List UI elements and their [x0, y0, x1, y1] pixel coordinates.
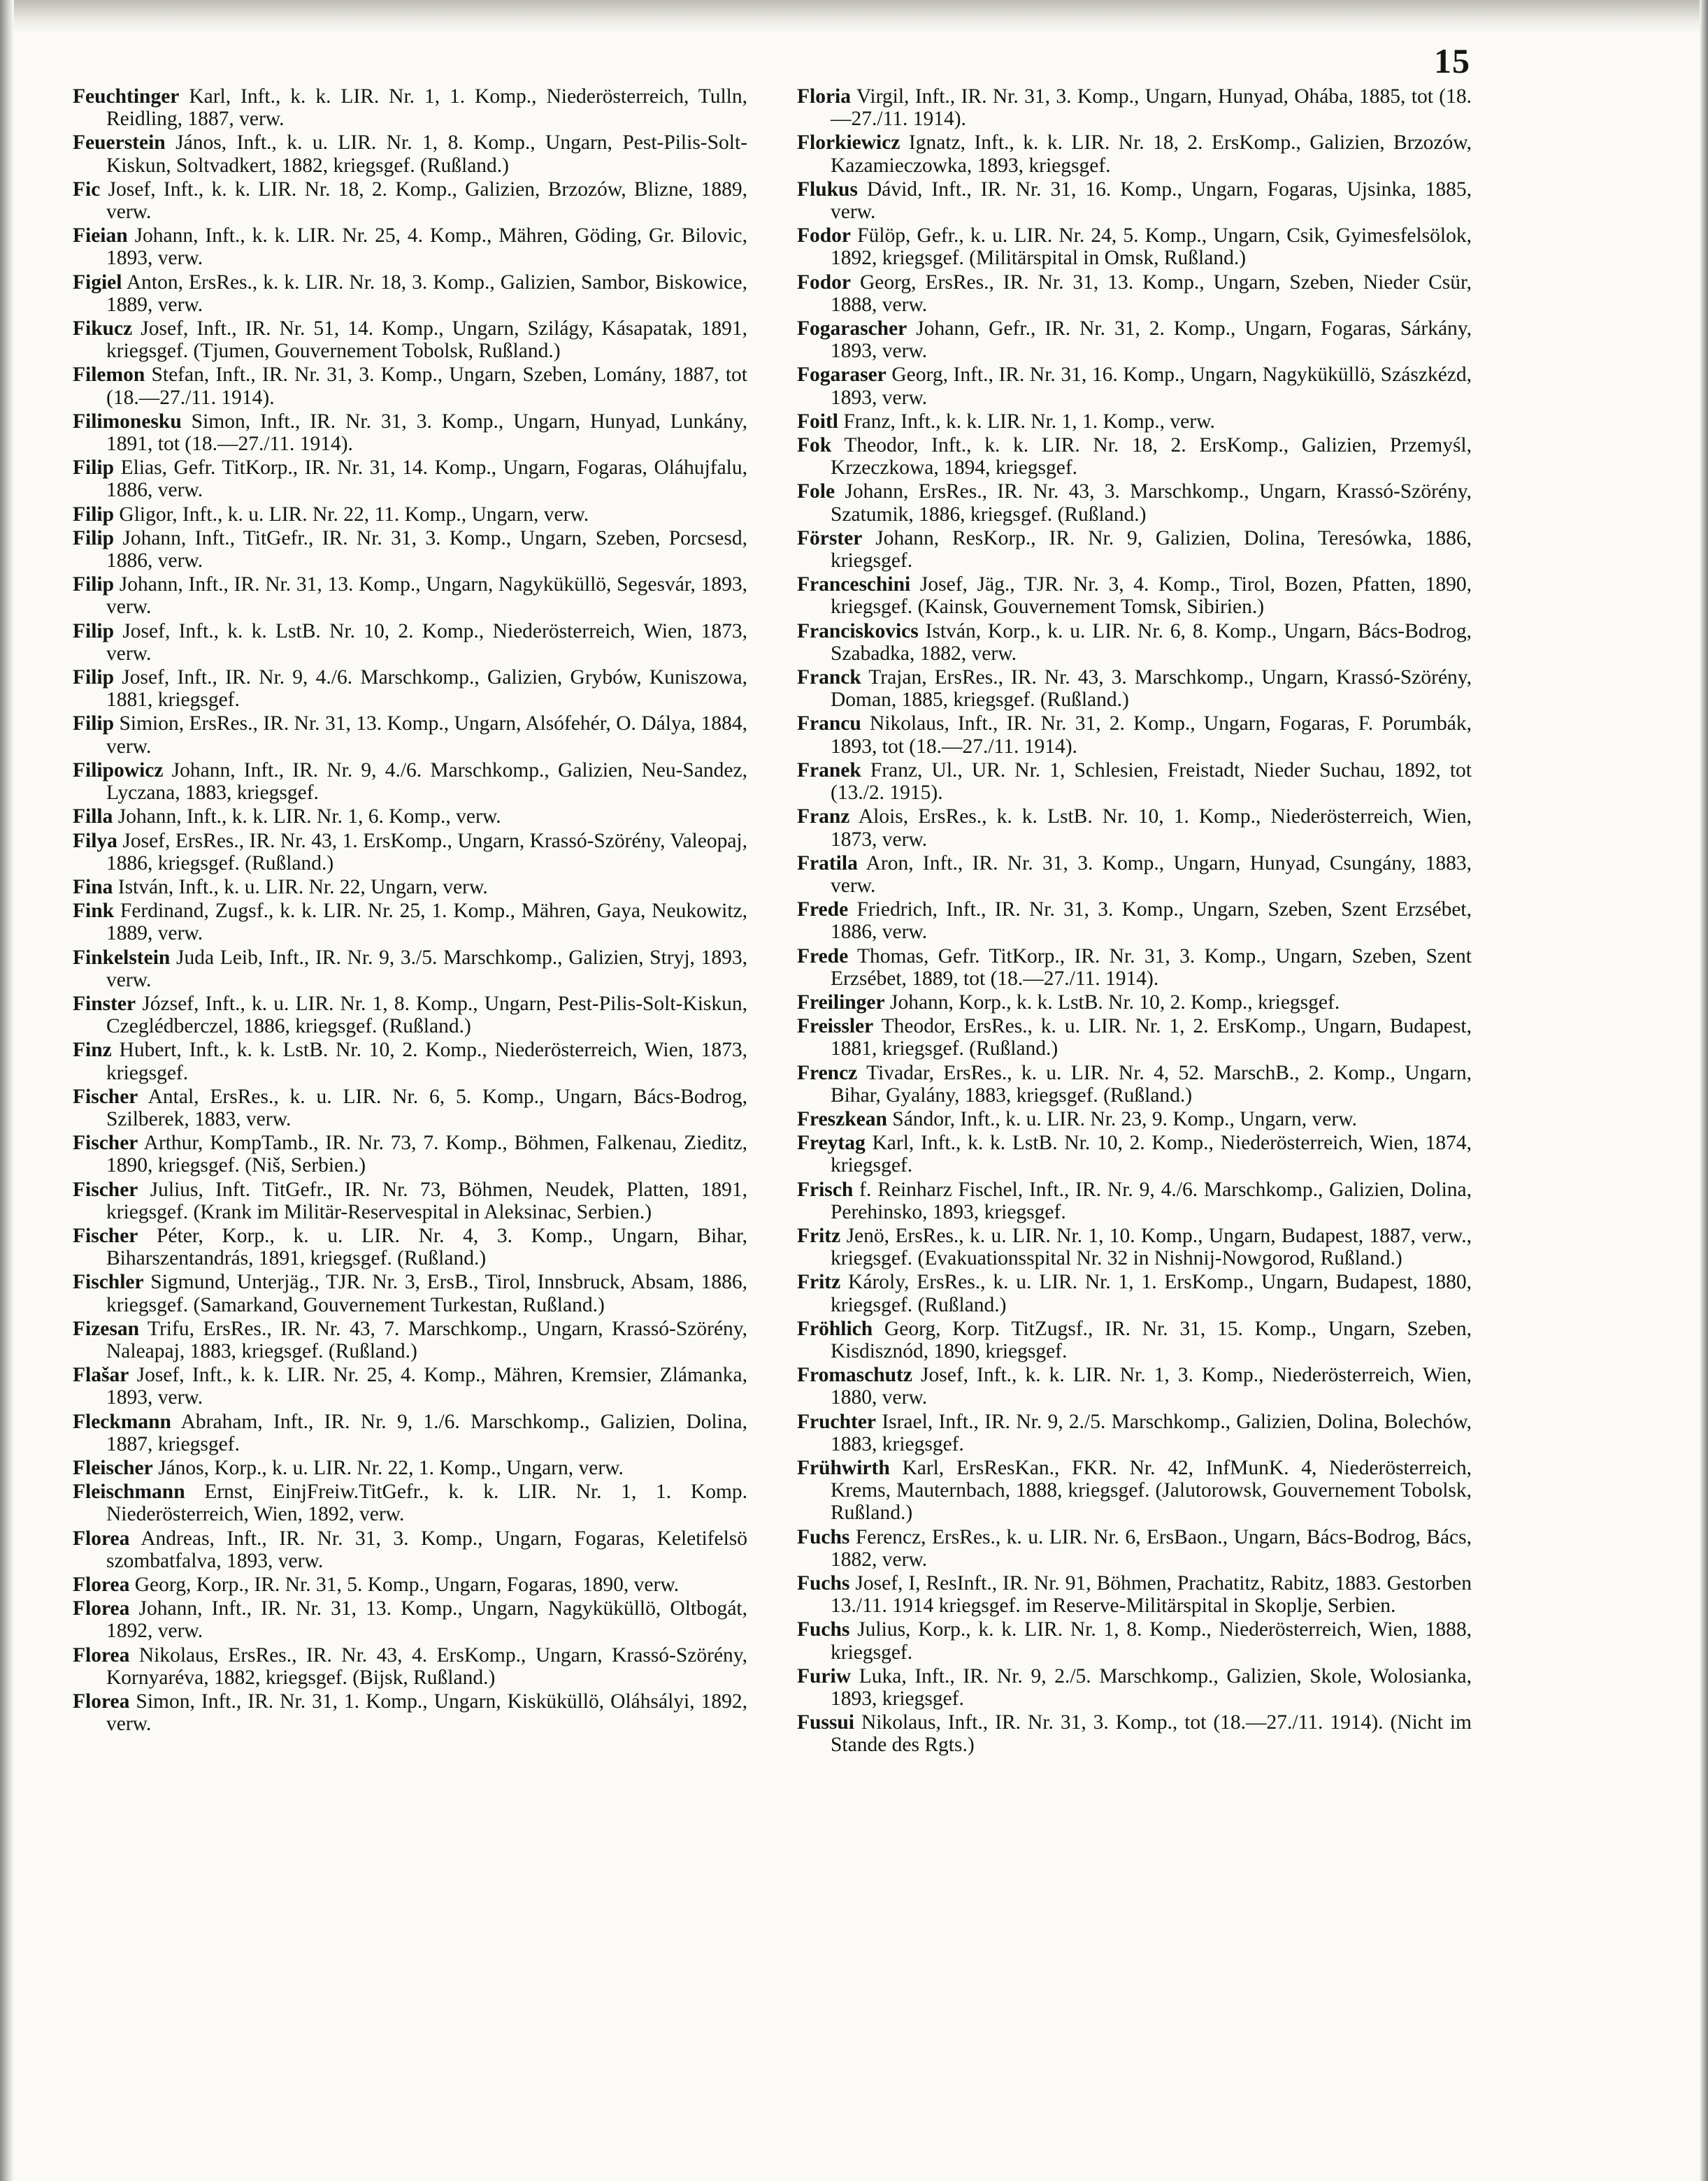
entry-surname: Francu [797, 712, 861, 735]
entry-surname: Fikucz [73, 317, 133, 340]
register-entry [73, 178, 747, 223]
entry-details: Simon, Inft., IR. Nr. 31, 3. Komp., Ungarn, Hunyad, Lunkány, 1891, tot (18.—27./11. 1914). [106, 410, 747, 456]
entry-details: József, Inft., k. u. LIR. Nr. 1, 8. Komp., Ungarn, Pest-Pilis-Solt-Kiskun, Czeglédberczel, 1886, kriegsgef. (Rußland.) [106, 992, 747, 1038]
register-entry [73, 993, 747, 1037]
entry-surname: Filip [73, 456, 115, 480]
entry-surname: Filipowicz [73, 758, 164, 782]
entry-surname: Fogaraser [797, 364, 887, 387]
entry-details: Johann, Inft., IR. Nr. 31, 13. Komp., Ungarn, Nagyküküllö, Segesvár, 1893, verw. [106, 573, 747, 619]
entry-surname: Fleischmann [73, 1481, 185, 1504]
entry-details: Josef, Inft., IR. Nr. 9, 4./6. Marschkomp., Galizien, Grybów, Kuniszowa, 1881, kriegsgef. [106, 666, 748, 712]
entry-details: István, Inft., k. u. LIR. Nr. 22, Ungarn, verw. [117, 875, 488, 898]
register-entry [797, 178, 1472, 223]
entry-surname: Fina [73, 875, 113, 898]
entry-details: Theodor, ErsRes., k. u. LIR. Nr. 1, 2. ErsKomp., Ungarn, Budapest, 1881, kriegsgef. (Rußland.) [831, 1015, 1472, 1060]
entry-details: Johann, Inft., TitGefr., IR. Nr. 31, 3. Komp., Ungarn, Szeben, Porcsesd, 1886, verw. [106, 526, 747, 573]
right-column [797, 85, 1472, 1758]
register-entry [797, 759, 1472, 804]
entry-details: Ignatz, Inft., k. k. LIR. Nr. 18, 2. ErsKomp., Galizien, Brzozów, Kazamieczowka, 1893, kriegsgef. [831, 131, 1472, 177]
entry-surname: Franciskovics [797, 619, 919, 642]
register-entry [73, 1225, 747, 1269]
entry-details: István, Korp., k. u. LIR. Nr. 6, 8. Komp., Ungarn, Bács-Bodrog, Szabadka, 1882, verw. [831, 619, 1472, 665]
entry-surname: Fröhlich [797, 1317, 873, 1340]
register-entry [797, 666, 1472, 711]
register-entry [73, 527, 747, 572]
register-entry [797, 1457, 1472, 1525]
entry-surname: Figiel [73, 271, 122, 294]
entry-surname: Franck [797, 666, 861, 689]
entry-surname: Frisch [797, 1178, 854, 1201]
entry-details: Virgil, Inft., IR. Nr. 31, 3. Komp., Ungarn, Hunyad, Ohába, 1885, tot (18.—27./11. 1914). [831, 85, 1472, 131]
entry-surname: Florkiewicz [797, 131, 900, 154]
entry-surname: Förster [797, 526, 863, 549]
entry-details: Trifu, ErsRes., IR. Nr. 43, 7. Marschkomp., Ungarn, Krassó-Szörény, Naleapaj, 1883, kriegsgef. (Rußland.) [106, 1317, 748, 1362]
entry-details: Dávid, Inft., IR. Nr. 31, 16. Komp., Ungarn, Fogaras, Ujsinka, 1885, verw. [831, 178, 1472, 224]
entry-surname: Fischer [73, 1178, 138, 1201]
entry-details: Johann, ErsRes., IR. Nr. 43, 3. Marschkomp., Ungarn, Krassó-Szörény, Szatumik, 1886, kriegsgef. (Rußland.) [831, 480, 1472, 526]
entry-surname: Fromaschutz [797, 1364, 912, 1387]
register-entry [797, 224, 1472, 269]
register-entry [73, 1364, 747, 1409]
entry-details: Luka, Inft., IR. Nr. 9, 2./5. Marschkomp., Galizien, Skole, Wolosianka, 1893, kriegsgef. [831, 1664, 1472, 1711]
entry-surname: Flukus [797, 178, 858, 201]
entry-surname: Filip [73, 503, 115, 526]
register-entry [73, 1690, 747, 1735]
entry-details: Nikolaus, Inft., IR. Nr. 31, 3. Komp., tot (18.—27./11. 1914). (Nicht im Stande des Rgts.) [831, 1711, 1472, 1757]
entry-surname: Fogarascher [797, 317, 907, 340]
register-entry [73, 503, 747, 526]
left-column [73, 85, 747, 1736]
register-entry [797, 85, 1472, 130]
entry-surname: Fuchs [797, 1525, 850, 1548]
entry-surname: Fink [73, 900, 115, 923]
entry-details: Thomas, Gefr. TitKorp., IR. Nr. 31, 3. Komp., Ungarn, Szeben, Szent Erzsébet, 1889, tot (18.—27./11. 1914). [831, 944, 1472, 990]
page-right-shadow [1700, 0, 1708, 2181]
entry-details: Johann, Inft., k. k. LIR. Nr. 1, 6. Komp., verw. [117, 805, 501, 828]
entry-surname: Floria [797, 85, 852, 108]
entry-details: Josef, I, ResInft., IR. Nr. 91, Böhmen, Prachatitz, Rabitz, 1883. Gestorben 13./11. 1914 kriegsgef. im Reserve-Militärspital in Skoplje, Serbien. [831, 1572, 1472, 1618]
entry-details: Israel, Inft., IR. Nr. 9, 2./5. Marschkomp., Galizien, Dolina, Bolechów, 1883, kriegsgef. [831, 1410, 1472, 1455]
entry-surname: Freytag [797, 1132, 866, 1155]
register-entry [797, 573, 1472, 618]
register-entry [73, 946, 747, 991]
register-entry [73, 573, 747, 618]
entry-details: Friedrich, Inft., IR. Nr. 31, 3. Komp., Ungarn, Szeben, Szent Erzsébet, 1886, verw. [831, 898, 1472, 944]
entry-surname: Fleischer [73, 1456, 153, 1479]
page-top-shadow [0, 0, 1708, 34]
entry-details: Johann, Gefr., IR. Nr. 31, 2. Komp., Ungarn, Fogaras, Sárkány, 1893, verw. [831, 317, 1472, 363]
entry-details: Josef, Inft., k. k. LIR. Nr. 1, 3. Komp., Niederösterreich, Wien, 1880, verw. [831, 1364, 1472, 1409]
entry-surname: Frühwirth [797, 1456, 890, 1479]
entry-details: Stefan, Inft., IR. Nr. 31, 3. Komp., Ungarn, Szeben, Lomány, 1887, tot (18.—27./11. 1914). [106, 364, 748, 409]
entry-surname: Franek [797, 758, 861, 782]
entry-details: Georg, Inft., IR. Nr. 31, 16. Komp., Ungarn, Nagyküküllö, Szászkézd, 1893, verw. [831, 364, 1472, 409]
register-entry [73, 712, 747, 757]
entry-surname: Frede [797, 898, 849, 921]
entry-surname: Filla [73, 805, 113, 828]
register-entry [797, 712, 1472, 757]
register-entry [797, 1572, 1472, 1617]
entry-surname: Fodor [797, 271, 852, 294]
entry-surname: Florea [73, 1597, 130, 1620]
entry-surname: Flašar [73, 1364, 129, 1387]
register-entry [73, 1527, 747, 1572]
register-entry [797, 945, 1472, 990]
register-entry [73, 1481, 747, 1525]
entry-surname: Florea [73, 1574, 130, 1596]
entry-surname: Frede [797, 944, 849, 967]
register-entry [797, 1132, 1472, 1176]
register-entry [797, 620, 1472, 665]
entry-details: Karl, Inft., k. k. LIR. Nr. 1, 1. Komp., Niederösterreich, Tulln, Reidling, 1887, verw. [106, 85, 748, 131]
entry-details: János, Inft., k. u. LIR. Nr. 1, 8. Komp., Ungarn, Pest-Pilis-Solt-Kiskun, Soltvadkert, 1882, kriegsgef. (Rußland.) [106, 131, 748, 177]
entry-details: Franz, Ul., UR. Nr. 1, Schlesien, Freistadt, Nieder Suchau, 1892, tot (13./2. 1915). [831, 758, 1472, 805]
entry-details: Karl, Inft., k. k. LstB. Nr. 10, 2. Komp., Niederösterreich, Wien, 1874, kriegsgef. [831, 1132, 1472, 1177]
entry-details: Franz, Inft., k. k. LIR. Nr. 1, 1. Komp., verw. [843, 410, 1215, 433]
entry-details: f. Reinharz Fischel, Inft., IR. Nr. 9, 4./6. Marschkomp., Galizien, Dolina, Perehinsko, 1893, kriegsgef. [831, 1178, 1472, 1223]
register-entry [73, 1644, 747, 1689]
entry-details: Nikolaus, Inft., IR. Nr. 31, 2. Komp., Ungarn, Fogaras, F. Porumbák, 1893, tot (18.—27./11. 1914). [831, 712, 1472, 758]
entry-details: Abraham, Inft., IR. Nr. 9, 1./6. Marschkomp., Galizien, Dolina, 1887, kriegsgef. [106, 1410, 747, 1455]
entry-surname: Fieian [73, 224, 128, 247]
entry-details: Georg, Korp. TitZugsf., IR. Nr. 31, 15. Komp., Ungarn, Szeben, Kisdisznód, 1890, kriegsgef. [831, 1317, 1472, 1362]
entry-surname: Fodor [797, 224, 852, 247]
entry-surname: Feuerstein [73, 131, 166, 154]
register-entry [73, 1086, 747, 1130]
entry-details: Alois, ErsRes., k. k. LstB. Nr. 10, 1. Komp., Niederösterreich, Wien, 1873, verw. [831, 805, 1472, 851]
entry-surname: Finkelstein [73, 946, 171, 969]
entry-details: Anton, ErsRes., k. k. LIR. Nr. 18, 3. Komp., Galizien, Sambor, Biskowice, 1889, verw. [106, 271, 747, 316]
entry-details: Sigmund, Unterjäg., TJR. Nr. 3, ErsB., Tirol, Innsbruck, Absam, 1886, kriegsgef. (Samarkand, Gouvernement Turkestan, Rußland.) [106, 1271, 748, 1316]
entry-surname: Feuchtinger [73, 85, 180, 108]
entry-surname: Freszkean [797, 1107, 887, 1130]
register-entry [73, 1411, 747, 1455]
entry-details: Antal, ErsRes., k. u. LIR. Nr. 6, 5. Komp., Ungarn, Bács-Bodrog, Szilberek, 1883, verw. [106, 1085, 748, 1130]
entry-details: Ferdinand, Zugsf., k. k. LIR. Nr. 25, 1. Komp., Mähren, Gaya, Neukowitz, 1889, verw. [106, 900, 747, 945]
register-entry [73, 317, 747, 362]
entry-surname: Fischer [73, 1085, 138, 1108]
entry-details: Nikolaus, ErsRes., IR. Nr. 43, 4. ErsKomp., Ungarn, Krassó-Szörény, Kornyaréva, 1882, kriegsgef. (Bijsk, Rußland.) [106, 1643, 748, 1689]
entry-surname: Florea [73, 1690, 130, 1713]
entry-surname: Fratila [797, 851, 858, 874]
entry-details: Juda Leib, Inft., IR. Nr. 9, 3./5. Marschkomp., Galizien, Stryj, 1893, verw. [106, 946, 748, 991]
entry-details: Johann, Korp., k. k. LstB. Nr. 10, 2. Komp., kriegsgef. [889, 991, 1340, 1014]
register-entry [797, 1271, 1472, 1316]
register-entry [73, 1318, 747, 1362]
register-entry [73, 410, 747, 455]
entry-details: Josef, ErsRes., IR. Nr. 43, 1. ErsKomp., Ungarn, Krassó-Szörény, Valeopaj, 1886, kriegsgef. (Rußland.) [106, 829, 748, 874]
entry-surname: Finz [73, 1039, 112, 1062]
register-entry [797, 1062, 1472, 1107]
entry-details: Tivadar, ErsRes., k. u. LIR. Nr. 4, 52. MarschB., 2. Komp., Ungarn, Bihar, Gyalány, 1883, kriegsgef. (Rußland.) [831, 1061, 1472, 1107]
entry-surname: Franz [797, 805, 850, 828]
register-entry [73, 666, 747, 711]
entry-surname: Franceschini [797, 573, 911, 596]
entry-details: Hubert, Inft., k. k. LstB. Nr. 10, 2. Komp., Niederösterreich, Wien, 1873, kriegsgef. [106, 1039, 748, 1084]
register-entry [73, 271, 747, 316]
register-entry [73, 85, 747, 130]
register-entry [797, 991, 1472, 1014]
register-entry [73, 364, 747, 408]
entry-surname: Filip [73, 666, 115, 689]
register-entry [797, 1318, 1472, 1362]
entry-details: Gligor, Inft., k. u. LIR. Nr. 22, 11. Komp., Ungarn, verw. [119, 503, 589, 526]
entry-details: Ferencz, ErsRes., k. u. LIR. Nr. 6, ErsBaon., Ungarn, Bács-Bodrog, Bács, 1882, verw. [831, 1525, 1472, 1571]
register-entry [73, 900, 747, 944]
entry-surname: Fritz [797, 1271, 841, 1294]
entry-surname: Finster [73, 992, 136, 1015]
entry-details: Josef, Inft., k. k. LIR. Nr. 18, 2. Komp., Galizien, Brzozów, Blizne, 1889, verw. [106, 178, 747, 224]
entry-surname: Foitl [797, 410, 838, 433]
entry-details: Josef, Inft., k. k. LIR. Nr. 25, 4. Komp., Mähren, Kremsier, Zlámanka, 1893, verw. [106, 1364, 747, 1409]
entry-details: Arthur, KompTamb., IR. Nr. 73, 7. Komp., Böhmen, Falkenau, Zieditz, 1890, kriegsgef. (Niš, Serbien.) [106, 1132, 747, 1177]
entry-surname: Fischer [73, 1224, 138, 1247]
entry-details: János, Korp., k. u. LIR. Nr. 22, 1. Komp., Ungarn, verw. [158, 1456, 624, 1479]
entry-surname: Fischer [73, 1132, 138, 1155]
register-entry [797, 271, 1472, 316]
register-entry [797, 1665, 1472, 1710]
entry-surname: Fole [797, 480, 835, 503]
entry-details: Karl, ErsResKan., FKR. Nr. 42, InfMunK. 4, Niederösterreich, Krems, Mauternbach, 1888, kriegsgef. (Jalutorowsk, Gouvernement Tobolsk, Rußland.) [831, 1456, 1472, 1525]
register-entry [797, 1015, 1472, 1060]
register-entry [797, 1364, 1472, 1409]
entry-details: Theodor, Inft., k. k. LIR. Nr. 18, 2. ErsKomp., Galizien, Przemyśl, Krzeczkowa, 1894, kriegsgef. [831, 434, 1472, 480]
register-entry [73, 131, 747, 176]
entry-details: Ernst, EinjFreiw.TitGefr., k. k. LIR. Nr. 1, 1. Komp. Niederösterreich, Wien, 1892, verw. [106, 1481, 748, 1526]
register-entry [73, 876, 747, 898]
entry-surname: Filip [73, 526, 115, 549]
entry-details: Josef, Inft., IR. Nr. 51, 14. Komp., Ungarn, Szilágy, Kásapatak, 1891, kriegsgef. (Tjumen, Gouvernement Tobolsk, Rußland.) [106, 317, 748, 363]
entry-surname: Frencz [797, 1061, 858, 1084]
register-entry [797, 434, 1472, 479]
entry-surname: Fuchs [797, 1618, 850, 1641]
register-entry [73, 805, 747, 828]
register-entry [797, 1411, 1472, 1455]
entry-surname: Filip [73, 573, 115, 596]
register-entry [797, 1108, 1472, 1130]
entry-surname: Florea [73, 1527, 130, 1550]
entry-surname: Freilinger [797, 991, 885, 1014]
entry-surname: Filimonesku [73, 410, 182, 433]
entry-surname: Fruchter [797, 1410, 877, 1433]
register-entry [73, 456, 747, 501]
register-entry [73, 1574, 747, 1596]
entry-details: Johann, Inft., k. k. LIR. Nr. 25, 4. Komp., Mähren, Göding, Gr. Bilovic, 1893, verw. [106, 224, 748, 270]
entry-surname: Furiw [797, 1664, 852, 1687]
entry-details: Károly, ErsRes., k. u. LIR. Nr. 1, 1. ErsKomp., Ungarn, Budapest, 1880, kriegsgef. (Rußland.) [831, 1271, 1472, 1316]
register-entry [73, 1597, 747, 1642]
entry-details: Julius, Korp., k. k. LIR. Nr. 1, 8. Komp., Niederösterreich, Wien, 1888, kriegsgef. [831, 1618, 1472, 1664]
page-left-shadow [0, 0, 14, 2181]
entry-details: Simion, ErsRes., IR. Nr. 31, 13. Komp., Ungarn, Alsófehér, O. Dálya, 1884, verw. [106, 712, 747, 758]
register-entry [73, 1039, 747, 1084]
entry-surname: Florea [73, 1643, 130, 1667]
entry-surname: Fok [797, 434, 832, 457]
register-entry [797, 805, 1472, 850]
entry-details: Jenö, ErsRes., k. u. LIR. Nr. 1, 10. Komp., Ungarn, Budapest, 1887, verw., kriegsgef. (Evakuationsspital Nr. 32 in Nishnij-Nowgorod, Rußland.) [831, 1224, 1472, 1270]
register-entry [73, 1179, 747, 1223]
entry-surname: Fleckmann [73, 1410, 171, 1433]
entry-details: Andreas, Inft., IR. Nr. 31, 3. Komp., Ungarn, Fogaras, Keletifelsö szombatfalva, 1893, verw. [106, 1527, 747, 1572]
entry-surname: Fuchs [797, 1572, 850, 1595]
register-entry [797, 131, 1472, 176]
register-entry [797, 410, 1472, 433]
entry-surname: Freissler [797, 1015, 874, 1038]
register-entry [73, 1457, 747, 1479]
entry-details: Johann, Inft., IR. Nr. 31, 13. Komp., Ungarn, Nagyküküllö, Oltbogát, 1892, verw. [106, 1597, 748, 1643]
entry-details: Georg, Korp., IR. Nr. 31, 5. Komp., Ungarn, Fogaras, 1890, verw. [134, 1574, 680, 1596]
entry-surname: Filip [73, 619, 115, 642]
entry-surname: Filemon [73, 364, 145, 387]
register-entry [73, 224, 747, 269]
entry-details: Sándor, Inft., k. u. LIR. Nr. 23, 9. Komp., Ungarn, verw. [892, 1107, 1357, 1130]
register-entry [797, 1179, 1472, 1223]
entry-details: Trajan, ErsRes., IR. Nr. 43, 3. Marschkomp., Ungarn, Krassó-Szörény, Doman, 1885, kriegsgef. (Rußland.) [831, 666, 1472, 712]
register-entry [797, 852, 1472, 897]
entry-details: Simon, Inft., IR. Nr. 31, 1. Komp., Ungarn, Kisküküllö, Oláhsályi, 1892, verw. [106, 1690, 748, 1736]
entry-details: Aron, Inft., IR. Nr. 31, 3. Komp., Ungarn, Hunyad, Csungány, 1883, verw. [831, 851, 1472, 897]
entry-surname: Fritz [797, 1224, 841, 1247]
entry-surname: Fischler [73, 1271, 144, 1294]
entry-surname: Fizesan [73, 1317, 140, 1340]
entry-details: Johann, ResKorp., IR. Nr. 9, Galizien, Dolina, Teresówka, 1886, kriegsgef. [831, 526, 1472, 573]
register-entry [797, 527, 1472, 572]
register-entry [797, 1225, 1472, 1269]
register-entry [73, 620, 747, 665]
entry-details: Fülöp, Gefr., k. u. LIR. Nr. 24, 5. Komp., Ungarn, Csik, Gyimesfelsölok, 1892, kriegsgef. (Militärspital in Omsk, Rußland.) [831, 224, 1472, 270]
register-entry [797, 317, 1472, 362]
register-entry [73, 759, 747, 804]
entry-details: Josef, Jäg., TJR. Nr. 3, 4. Komp., Tirol, Bozen, Pfatten, 1890, kriegsgef. (Kainsk, Gouvernement Tomsk, Sibirien.) [831, 573, 1472, 619]
register-entry [797, 480, 1472, 525]
register-entry [797, 898, 1472, 943]
entry-surname: Fussui [797, 1711, 854, 1734]
register-entry [797, 1618, 1472, 1663]
entry-details: Johann, Inft., IR. Nr. 9, 4./6. Marschkomp., Galizien, Neu-Sandez, Lyczana, 1883, kriegsgef. [106, 758, 747, 805]
entry-details: Georg, ErsRes., IR. Nr. 31, 13. Komp., Ungarn, Szeben, Nieder Csür, 1888, verw. [831, 271, 1472, 316]
entry-details: Elias, Gefr. TitKorp., IR. Nr. 31, 14. Komp., Ungarn, Fogaras, Oláhujfalu, 1886, verw. [106, 456, 747, 502]
register-entry [73, 830, 747, 874]
entry-surname: Fic [73, 178, 101, 201]
register-entry [73, 1271, 747, 1316]
register-entry [797, 1526, 1472, 1571]
page-number: 15 [1434, 41, 1470, 80]
entry-surname: Filya [73, 829, 117, 852]
entry-details: Josef, Inft., k. k. LstB. Nr. 10, 2. Komp., Niederösterreich, Wien, 1873, verw. [106, 619, 748, 665]
entry-surname: Filip [73, 712, 115, 735]
register-entry [797, 364, 1472, 408]
register-entry [73, 1132, 747, 1176]
entry-details: Julius, Inft. TitGefr., IR. Nr. 73, Böhmen, Neudek, Platten, 1891, kriegsgef. (Krank im Militär-Reservespital in Aleksinac, Serbien.) [106, 1178, 748, 1223]
entry-details: Péter, Korp., k. u. LIR. Nr. 4, 3. Komp., Ungarn, Bihar, Biharszentandrás, 1891, kriegsgef. (Rußland.) [106, 1224, 748, 1270]
register-entry [797, 1711, 1472, 1756]
